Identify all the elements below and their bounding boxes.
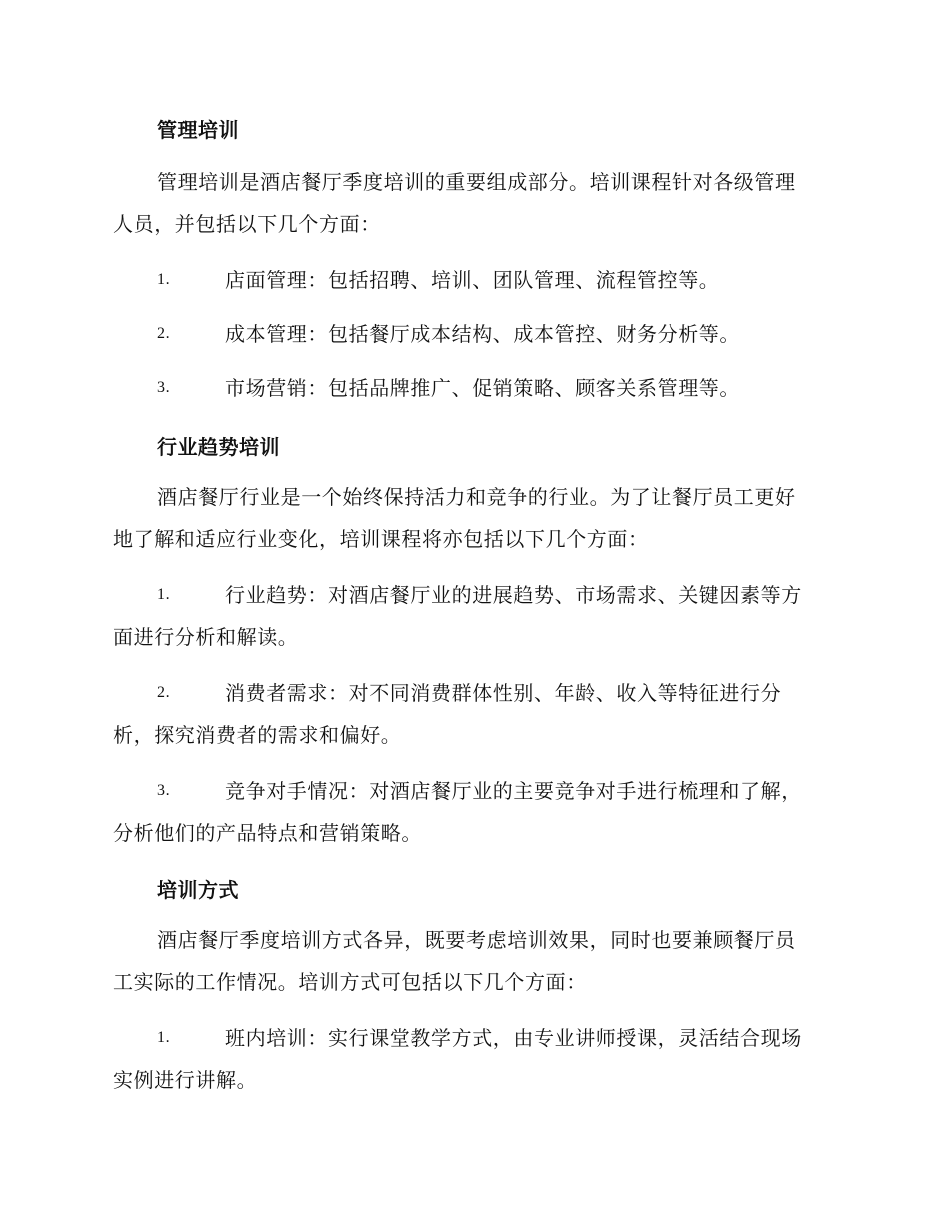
list-item-text: 市场营销：包括品牌推广、促销策略、顾客关系管理等。 — [225, 376, 740, 400]
list-item — [113, 259, 838, 301]
section-heading-training-methods: 培训方式 — [157, 878, 239, 902]
paragraph-line: 酒店餐厅行业是一个始终保持活力和竞争的行业。为了让餐厅员工更好 — [157, 485, 796, 509]
section-intro-paragraph — [113, 919, 838, 1003]
section-intro-paragraph — [113, 476, 838, 560]
list-item — [113, 313, 838, 355]
list-number: 3. — [157, 379, 171, 396]
list-item — [113, 367, 838, 409]
paragraph-line: 地了解和适应行业变化，培训课程将亦包括以下几个方面： — [113, 527, 649, 551]
list-number: 1. — [157, 1029, 171, 1046]
list-number: 2. — [157, 325, 171, 342]
list-number: 3. — [157, 782, 171, 799]
list-item — [113, 574, 838, 658]
list-item — [113, 1017, 838, 1101]
list-item-text: 行业趋势：对酒店餐厅业的进展趋势、市场需求、关键因素等方 — [225, 583, 802, 607]
list-item-text: 竞争对手情况：对酒店餐厅业的主要竞争对手进行梳理和了解， — [225, 779, 802, 803]
list-item-text: 班内培训：实行课堂教学方式，由专业讲师授课，灵活结合现场 — [225, 1026, 802, 1050]
section-heading-management-training: 管理培训 — [157, 118, 239, 142]
section-heading-industry-trends: 行业趋势培训 — [157, 435, 280, 459]
list-item-text: 消费者需求：对不同消费群体性别、年龄、收入等特征进行分 — [225, 681, 782, 705]
paragraph-line: 人员，并包括以下几个方面： — [113, 212, 381, 236]
paragraph-line: 工实际的工作情况。培训方式可包括以下几个方面： — [113, 970, 587, 994]
paragraph-line: 管理培训是酒店餐厅季度培训的重要组成部分。培训课程针对各级管理 — [157, 170, 796, 194]
list-item-text: 店面管理：包括招聘、培训、团队管理、流程管控等。 — [225, 268, 720, 292]
list-number: 1. — [157, 271, 171, 288]
list-item-text: 成本管理：包括餐厅成本结构、成本管控、财务分析等。 — [225, 322, 740, 346]
list-item-text: 析，探究消费者的需求和偏好。 — [113, 723, 402, 747]
list-item-text: 实例进行讲解。 — [113, 1068, 258, 1092]
list-number: 2. — [157, 684, 171, 701]
list-number: 1. — [157, 586, 171, 603]
list-item — [113, 672, 838, 756]
section-intro-paragraph — [113, 161, 838, 245]
list-item-text: 面进行分析和解读。 — [113, 625, 299, 649]
list-item — [113, 770, 838, 854]
paragraph-line: 酒店餐厅季度培训方式各异，既要考虑培训效果，同时也要兼顾餐厅员 — [157, 928, 796, 952]
list-item-text: 分析他们的产品特点和营销策略。 — [113, 821, 422, 845]
